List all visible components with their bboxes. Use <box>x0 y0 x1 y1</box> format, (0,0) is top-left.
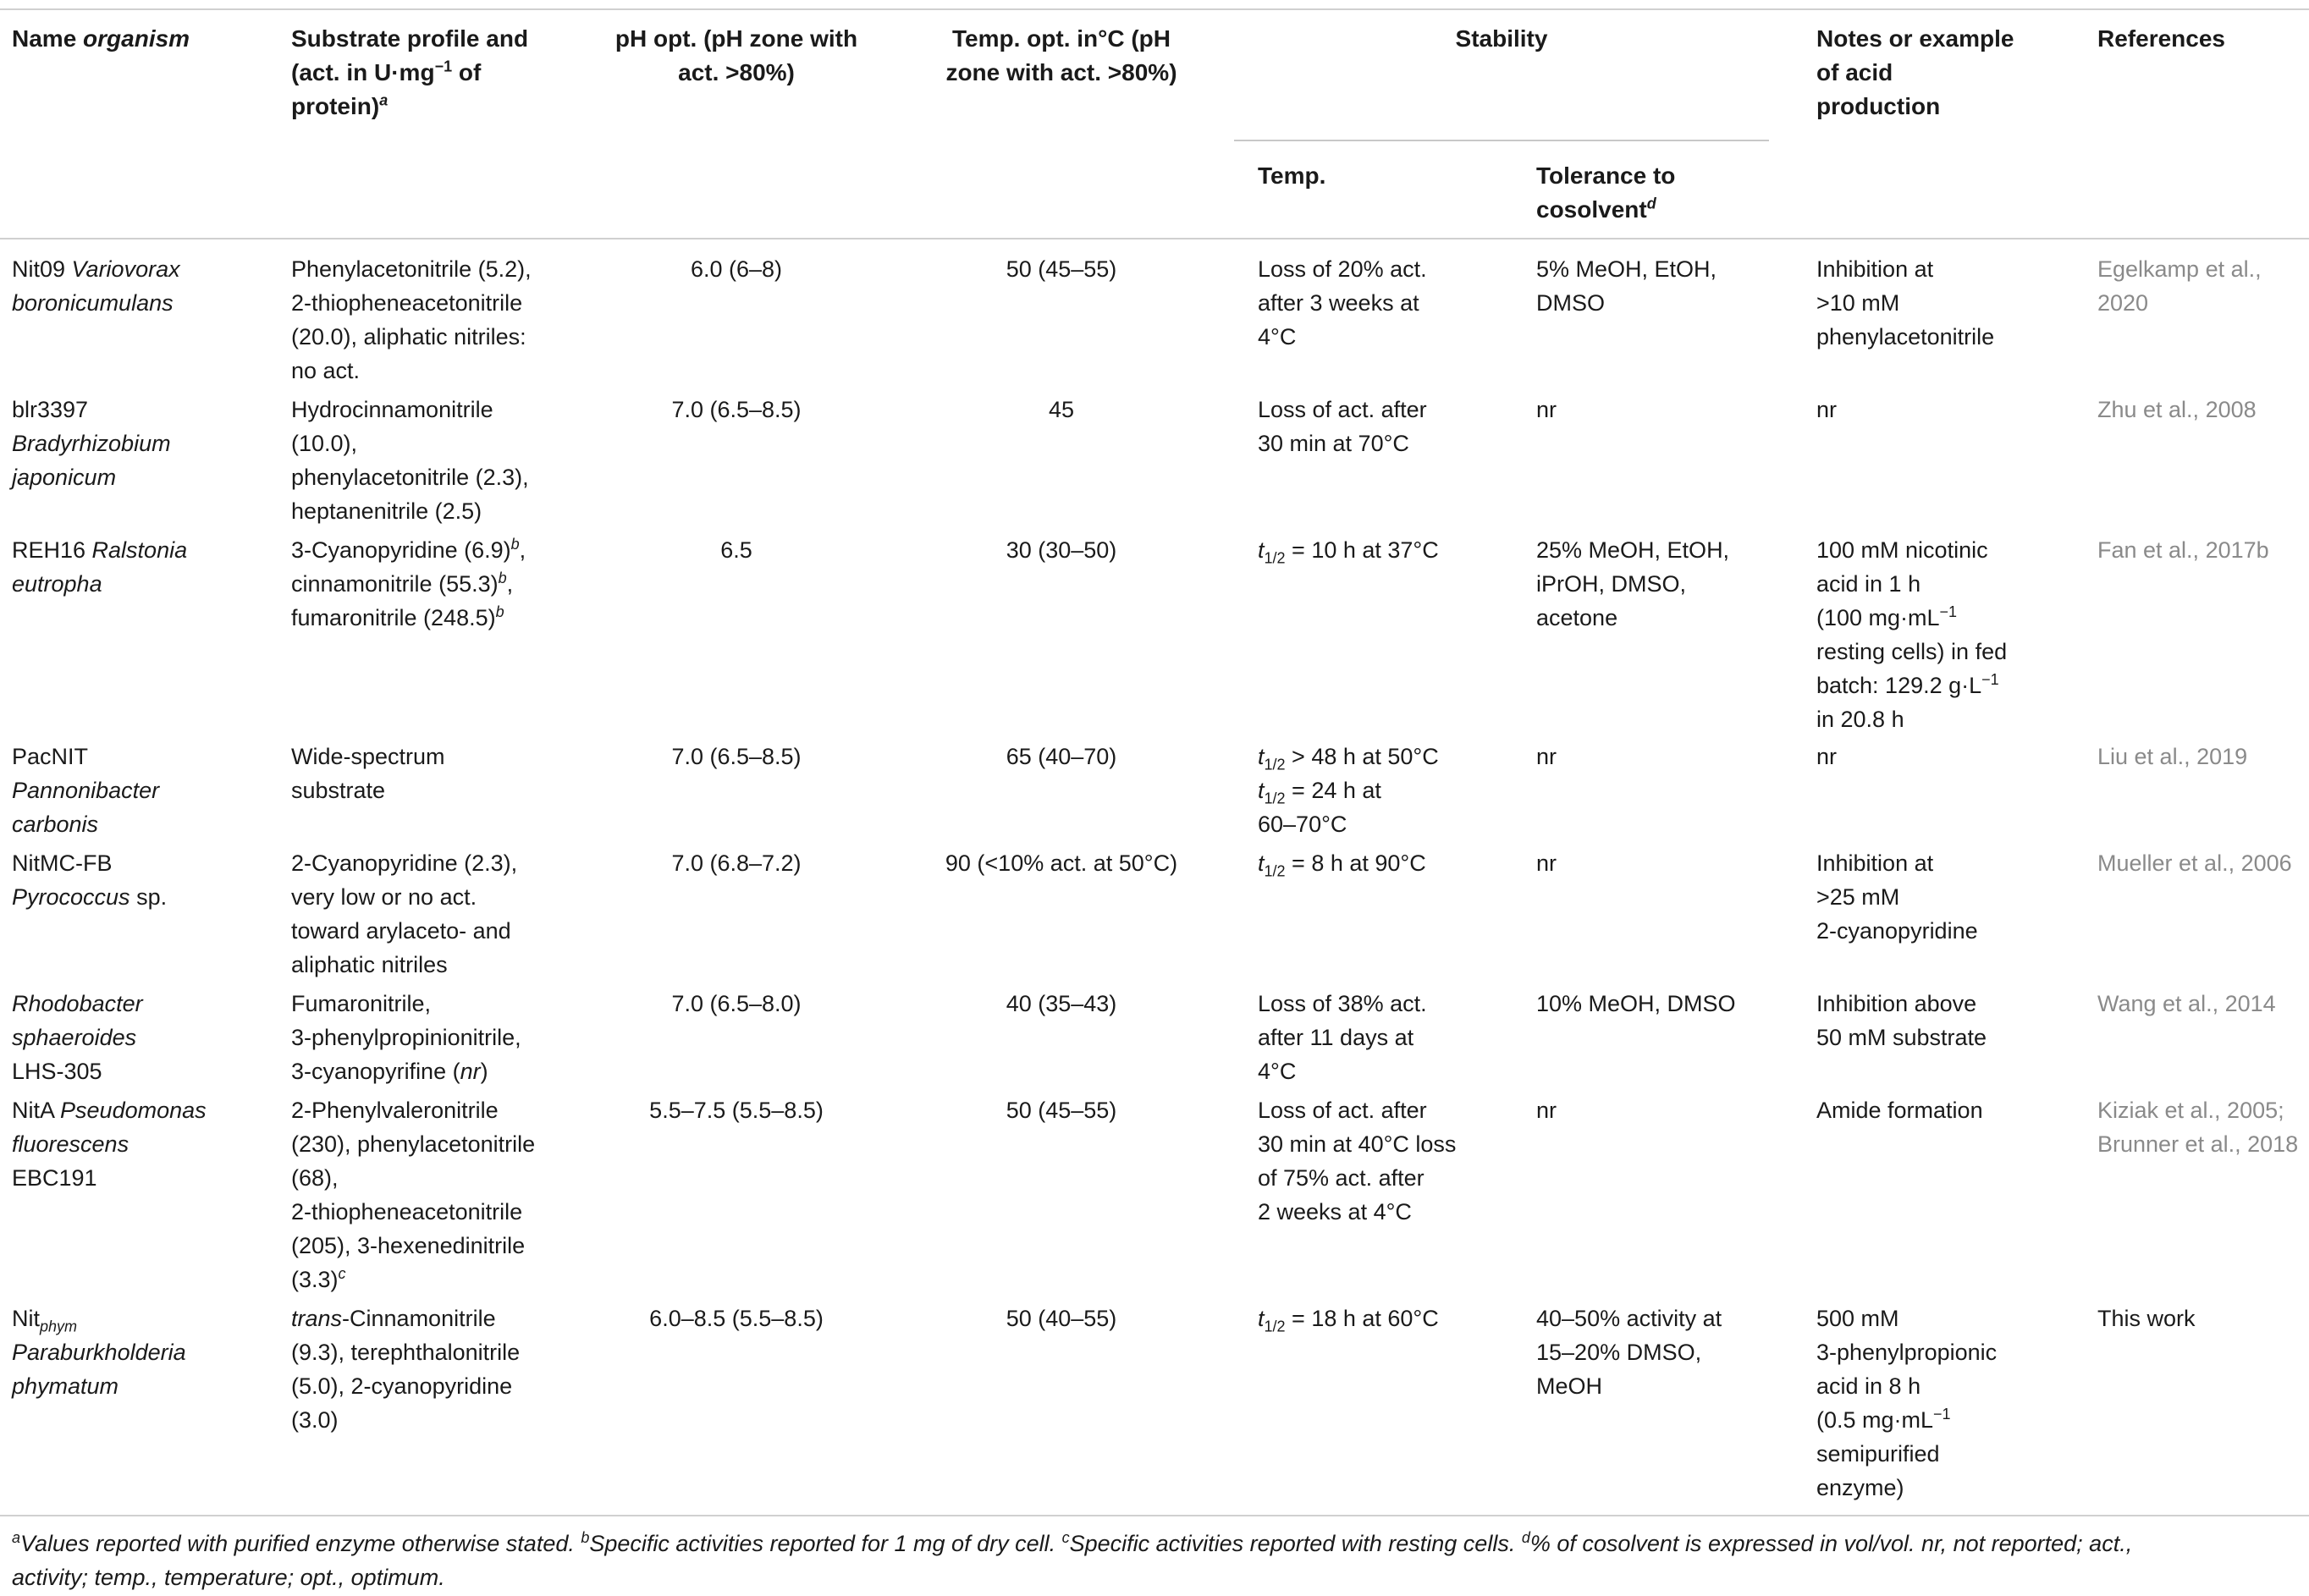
table-row-reference[interactable]: Kiziak et al., 2005; Brunner et al., 2018 <box>2097 1098 2299 1157</box>
header-notes: Notes or example of acid production <box>1816 25 2014 119</box>
table-row-ph: 7.0 (6.5–8.5) <box>671 744 802 769</box>
table-row-reference[interactable]: Mueller et al., 2006 <box>2097 850 2292 876</box>
table-row-temp: 45 <box>1048 397 1075 422</box>
table-row-organism: Nit09 Variovorax boronicumulans <box>12 256 180 316</box>
table-row-notes: Amide formation <box>1816 1098 1983 1123</box>
table-row-stability-temp: Loss of act. after 30 min at 40°C loss of 75% act. after 2 weeks at 4°C <box>1258 1098 1457 1225</box>
table-row-reference[interactable]: Zhu et al., 2008 <box>2097 397 2257 422</box>
table-row-stability-temp: Loss of 20% act. after 3 weeks at 4°C <box>1258 256 1427 349</box>
table-top-rule <box>0 8 2309 10</box>
table-row-stability-temp: $t_{1/2} = 8$ h at 90°C <box>1258 850 1426 880</box>
table-row-cosolvent: 40–50% activity at 15–20% DMSO, MeOH <box>1536 1306 1722 1399</box>
table-row-notes: Inhibition at >25 mM 2-cyanopyridine <box>1816 850 1978 944</box>
table-row-substrate: 2-Phenylvaleronitrile (230), phenylacetonitrile (68), 2-thiopheneacetonitrile (205), 3-hexenedinitrile $(3.3)^c$ <box>291 1098 536 1292</box>
table-row-ph: 6.0–8.5 (5.5–8.5) <box>649 1306 824 1331</box>
table-row-temp: 50 (45–55) <box>1006 256 1117 282</box>
table-row-ph: 7.0 (6.5–8.5) <box>671 397 802 422</box>
table-row-ph: 7.0 (6.8–7.2) <box>671 850 802 876</box>
table-row-notes: Inhibition above 50 mM substrate <box>1816 991 1987 1050</box>
table-row-notes: 100 mM nicotinic acid in 1 h (100 $mg\cdot mL^{-1}$ resting cells) in fed batch: 129.2 $g\cdot L^{-1}$ in 20.8 h <box>1816 537 2008 732</box>
table-row-substrate: 2-Cyanopyridine (2.3), very low or no act. toward arylaceto- and aliphatic nitriles <box>291 850 518 977</box>
table-row-cosolvent: nr <box>1536 744 1557 769</box>
table-row-ph: 5.5–7.5 (5.5–8.5) <box>649 1098 824 1123</box>
header-stability-cosolvent: Tolerance to cosolvent$^d$ <box>1536 162 1676 223</box>
table-row-organism: Rhodobacter sphaeroides LHS-305 <box>12 991 143 1084</box>
header-ph-optimum: pH opt. (pH zone with act. >80%) <box>614 25 858 85</box>
table-row-organism: PacNIT Pannonibacter carbonis <box>12 744 160 837</box>
table-row-substrate: 3-Cyanopyridine $(6.9)^b$, cinnamonitrile $(55.3)^b$, fumaronitrile $(248.5)^b$ <box>291 536 526 630</box>
table-row-notes: Inhibition at >10 mM phenylacetonitrile <box>1816 256 1995 349</box>
table-row-temp: 40 (35–43) <box>1006 991 1117 1016</box>
table-row-temp: 50 (45–55) <box>1006 1098 1117 1123</box>
table-row-cosolvent: 10% MeOH, DMSO <box>1536 991 1736 1016</box>
table-bottom-rule <box>0 1515 2309 1516</box>
table-row-notes: 500 mM 3-phenylpropionic acid in 8 h (0.5 $mg\cdot mL^{-1}$ semipurified enzyme) <box>1816 1306 1998 1500</box>
table-row-notes: nr <box>1816 397 1838 422</box>
table-row-stability-temp: $t_{1/2} = 10$ h at 37°C <box>1258 537 1439 567</box>
header-stability-temp: Temp. <box>1258 162 1326 189</box>
table-row-organism: Nit$_{phym}$ Paraburkholderia phymatum <box>12 1306 186 1399</box>
header-substrate-profile: Substrate profile and (act. in $U\cdot mg^{-1}$ of protein)$^a$ <box>291 25 529 119</box>
table-row-cosolvent: nr <box>1536 397 1557 422</box>
table-row-substrate: Wide-spectrum substrate <box>291 744 445 803</box>
header-stability: Stability <box>1455 25 1548 52</box>
table-row-cosolvent: 5% MeOH, EtOH, DMSO <box>1536 256 1717 316</box>
table-row-temp: 65 (40–70) <box>1006 744 1117 769</box>
table-row-reference[interactable]: Egelkamp et al., 2020 <box>2097 256 2262 316</box>
table-row-organism: REH16 Ralstonia eutropha <box>12 537 188 597</box>
table-row-organism: blr3397 Bradyrhizobium japonicum <box>12 397 171 490</box>
table-footnote: $^a$Values reported with purified enzyme otherwise stated. $^b$Specific activities reported for 1 mg of dry cell. $^c$Specific activities reported with resting cells. $^d$% of cosolvent is expressed in vol/vol. nr, not reported; act., activity; temp., temperature; opt., optimum. <box>12 1529 2133 1590</box>
table-row-reference[interactable]: Fan et al., 2017b <box>2097 537 2269 563</box>
table-row-temp: 50 (40–55) <box>1006 1306 1117 1331</box>
table-row-substrate: trans-Cinnamonitrile (9.3), terephthalonitrile (5.0), 2-cyanopyridine (3.0) <box>291 1306 521 1433</box>
table-row-cosolvent: nr <box>1536 850 1557 876</box>
table-row-substrate: Hydrocinnamonitrile (10.0), phenylacetonitrile (2.3), heptanenitrile (2.5) <box>291 397 529 524</box>
header-name-organism: Name organism <box>12 25 190 52</box>
table-row-notes: nr <box>1816 744 1838 769</box>
table-row-substrate: Phenylacetonitrile (5.2), 2-thiopheneacetonitrile (20.0), aliphatic nitriles: no act. <box>291 256 532 383</box>
table-row-cosolvent: nr <box>1536 1098 1557 1123</box>
table-row-reference[interactable]: Liu et al., 2019 <box>2097 744 2248 769</box>
stability-group-rule <box>1234 140 1769 141</box>
table-row-temp: 30 (30–50) <box>1006 537 1117 563</box>
table-row-temp: 90 (<10% act. at 50°C) <box>945 850 1178 876</box>
table-row-ph: 7.0 (6.5–8.0) <box>671 991 802 1016</box>
table-row-stability-temp: $t_{1/2} = 18$ h at 60°C <box>1258 1306 1439 1335</box>
table-row-substrate: Fumaronitrile, 3-phenylpropinionitrile, 3-cyanopyrifine (nr) <box>291 991 521 1084</box>
table-row-organism: NitA Pseudomonas fluorescens EBC191 <box>12 1098 207 1191</box>
table-row-stability-temp: Loss of 38% act. after 11 days at 4°C <box>1258 991 1427 1084</box>
header-temp-optimum: Temp. opt. in°C (pH zone with act. >80%) <box>945 25 1177 85</box>
table-row-organism: NitMC-FB Pyrococcus sp. <box>12 850 168 910</box>
table-row-reference: This work <box>2097 1306 2196 1331</box>
table-row-ph: 6.0 (6–8) <box>690 256 783 282</box>
table-row-ph: 6.5 <box>720 537 752 563</box>
table-row-stability-temp: Loss of act. after 30 min at 70°C <box>1258 397 1427 456</box>
header-bottom-rule <box>0 238 2309 239</box>
table-row-stability-temp: $t_{1/2} > 48$ h at 50°C $t_{1/2} = 24$ h at 60–70°C <box>1258 744 1439 837</box>
table-row-cosolvent: 25% MeOH, EtOH, iPrOH, DMSO, acetone <box>1536 537 1730 630</box>
header-references: References <box>2097 25 2225 52</box>
table-row-reference[interactable]: Wang et al., 2014 <box>2097 991 2276 1016</box>
